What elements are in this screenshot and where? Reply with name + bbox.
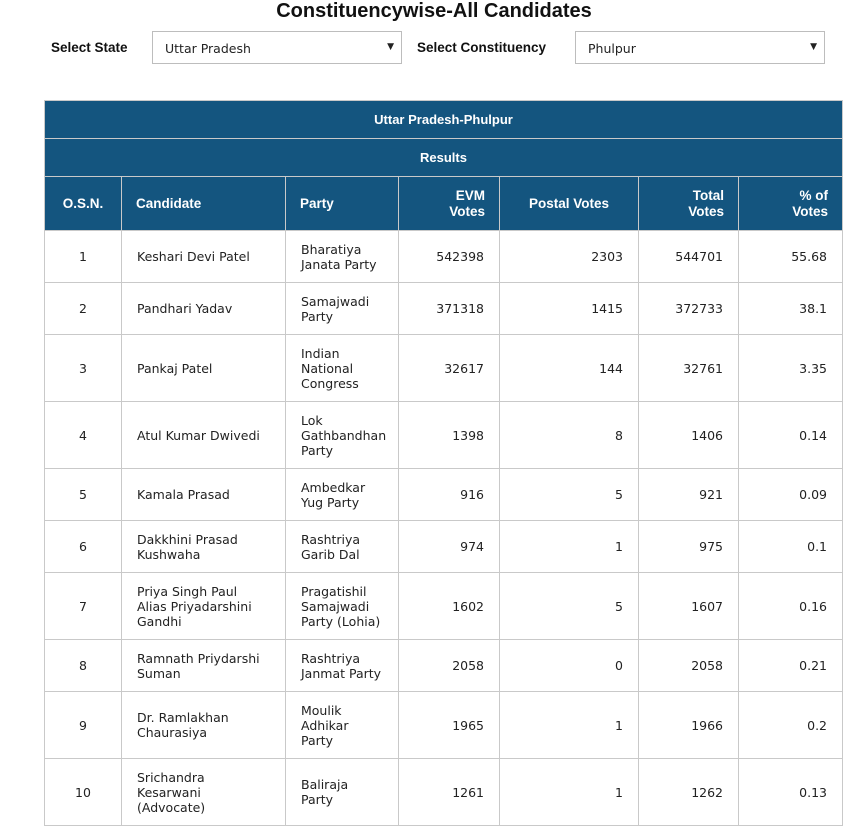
cell-percent-votes: 0.14 (739, 402, 843, 469)
results-table (44, 100, 843, 826)
cell-total-votes: 921 (639, 469, 739, 521)
constituency-label: Select Constituency (417, 40, 547, 55)
cell-evm-votes: 1398 (399, 402, 500, 469)
cell-postal-votes: 5 (500, 469, 639, 521)
cell-osn: 2 (45, 283, 122, 335)
cell-candidate: Dr. Ramlakhan Chaurasiya (122, 692, 286, 759)
table-row (45, 759, 843, 826)
cell-percent-votes: 0.1 (739, 521, 843, 573)
cell-postal-votes: 1 (500, 759, 639, 826)
cell-evm-votes: 916 (399, 469, 500, 521)
column-header-total-votes: Total Votes (639, 177, 739, 231)
cell-total-votes: 544701 (639, 231, 739, 283)
column-header-osn: O.S.N. (45, 177, 122, 231)
cell-party: Rashtriya Janmat Party (286, 640, 399, 692)
cell-candidate: Kamala Prasad (122, 469, 286, 521)
cell-osn: 10 (45, 759, 122, 826)
cell-candidate: Dakkhini Prasad Kushwaha (122, 521, 286, 573)
cell-percent-votes: 0.09 (739, 469, 843, 521)
cell-total-votes: 1607 (639, 573, 739, 640)
cell-candidate: Srichandra Kesarwani (Advocate) (122, 759, 286, 826)
table-caption: Uttar Pradesh-Phulpur (45, 101, 843, 139)
cell-osn: 7 (45, 573, 122, 640)
cell-total-votes: 2058 (639, 640, 739, 692)
table-row (45, 469, 843, 521)
cell-postal-votes: 1415 (500, 283, 639, 335)
cell-total-votes: 975 (639, 521, 739, 573)
cell-osn: 4 (45, 402, 122, 469)
cell-candidate: Pankaj Patel (122, 335, 286, 402)
cell-evm-votes: 2058 (399, 640, 500, 692)
cell-candidate: Keshari Devi Patel (122, 231, 286, 283)
cell-candidate: Atul Kumar Dwivedi (122, 402, 286, 469)
table-row (45, 521, 843, 573)
cell-evm-votes: 1965 (399, 692, 500, 759)
cell-candidate: Pandhari Yadav (122, 283, 286, 335)
cell-total-votes: 32761 (639, 335, 739, 402)
cell-party: Moulik Adhikar Party (286, 692, 399, 759)
table-row (45, 402, 843, 469)
cell-postal-votes: 1 (500, 521, 639, 573)
cell-percent-votes: 3.35 (739, 335, 843, 402)
cell-percent-votes: 55.68 (739, 231, 843, 283)
cell-total-votes: 1406 (639, 402, 739, 469)
cell-party: Samajwadi Party (286, 283, 399, 335)
state-select[interactable] (152, 31, 402, 64)
page-title: Constituencywise-All Candidates (276, 0, 592, 22)
cell-total-votes: 372733 (639, 283, 739, 335)
cell-evm-votes: 1602 (399, 573, 500, 640)
table-subcaption: Results (45, 139, 843, 177)
cell-party: Rashtriya Garib Dal (286, 521, 399, 573)
cell-postal-votes: 2303 (500, 231, 639, 283)
table-row (45, 335, 843, 402)
cell-party: Ambedkar Yug Party (286, 469, 399, 521)
cell-evm-votes: 371318 (399, 283, 500, 335)
chevron-down-icon: ▼ (810, 42, 817, 52)
cell-evm-votes: 1261 (399, 759, 500, 826)
column-header-percent-votes: % of Votes (739, 177, 843, 231)
cell-percent-votes: 0.16 (739, 573, 843, 640)
constituency-select[interactable] (575, 31, 825, 64)
cell-party: Baliraja Party (286, 759, 399, 826)
chevron-down-icon: ▼ (387, 42, 394, 52)
cell-osn: 5 (45, 469, 122, 521)
cell-percent-votes: 0.2 (739, 692, 843, 759)
cell-postal-votes: 5 (500, 573, 639, 640)
column-header-candidate: Candidate (122, 177, 286, 231)
cell-total-votes: 1262 (639, 759, 739, 826)
cell-postal-votes: 144 (500, 335, 639, 402)
cell-postal-votes: 0 (500, 640, 639, 692)
cell-party: Lok Gathbandhan Party (286, 402, 399, 469)
cell-party: Pragatishil Samajwadi Party (Lohia) (286, 573, 399, 640)
cell-evm-votes: 974 (399, 521, 500, 573)
cell-postal-votes: 1 (500, 692, 639, 759)
table-row (45, 640, 843, 692)
cell-party: Indian National Congress (286, 335, 399, 402)
cell-evm-votes: 542398 (399, 231, 500, 283)
cell-party: Bharatiya Janata Party (286, 231, 399, 283)
cell-percent-votes: 0.13 (739, 759, 843, 826)
cell-percent-votes: 38.1 (739, 283, 843, 335)
column-header-evm-votes: EVM Votes (399, 177, 500, 231)
column-header-party: Party (286, 177, 399, 231)
cell-osn: 3 (45, 335, 122, 402)
cell-osn: 6 (45, 521, 122, 573)
constituency-select-value: Phulpur (588, 41, 636, 56)
table-row (45, 573, 843, 640)
cell-percent-votes: 0.21 (739, 640, 843, 692)
state-label: Select State (51, 40, 128, 55)
cell-postal-votes: 8 (500, 402, 639, 469)
table-row (45, 692, 843, 759)
cell-osn: 1 (45, 231, 122, 283)
cell-total-votes: 1966 (639, 692, 739, 759)
cell-osn: 9 (45, 692, 122, 759)
state-select-value: Uttar Pradesh (165, 41, 251, 56)
results-body (45, 231, 843, 826)
table-row (45, 231, 843, 283)
table-row (45, 283, 843, 335)
cell-candidate: Ramnath Priydarshi Suman (122, 640, 286, 692)
cell-candidate: Priya Singh Paul Alias Priyadarshini Gandhi (122, 573, 286, 640)
column-header-postal-votes: Postal Votes (500, 177, 639, 231)
cell-evm-votes: 32617 (399, 335, 500, 402)
cell-osn: 8 (45, 640, 122, 692)
